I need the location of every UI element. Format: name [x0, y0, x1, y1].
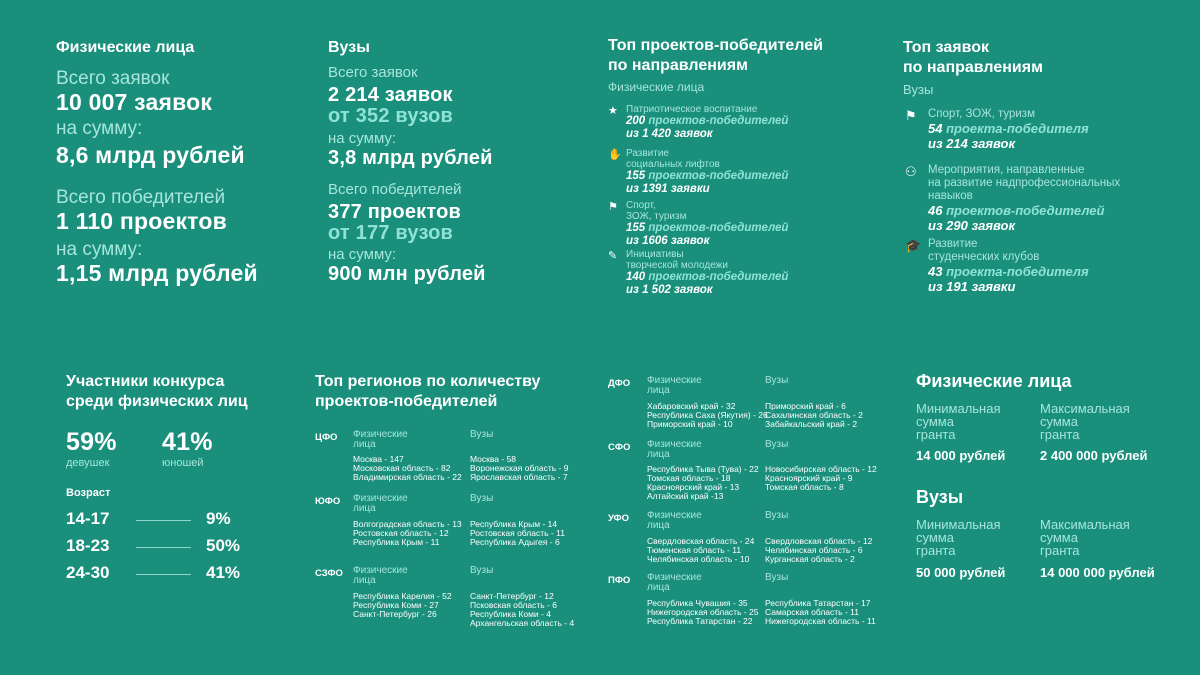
individuals-winners-label: Всего победителей — [56, 187, 226, 208]
region-list-universities: Республика Крым - 14 Ростовская область - 11 Республика Адыгея - 6 — [470, 519, 565, 547]
star-icon: ★ — [608, 105, 618, 117]
top-projects-title: Топ проектов-победителей по направлениям — [608, 37, 823, 74]
age-row: 14-17 9% — [66, 509, 231, 528]
universities-from-count: от 352 вузов — [328, 105, 454, 127]
column-individuals: Физические лица — [647, 375, 702, 396]
universities-winners-sum-label: на сумму: — [328, 246, 397, 263]
region-list-individuals: Москва - 147 Московская область - 82 Владимирская область - 22 — [353, 454, 462, 482]
universities-title: Вузы — [328, 39, 370, 56]
region-list-individuals: Хабаровский край - 32 Республика Саха (Якутия) - 26 Приморский край - 10 — [647, 401, 768, 429]
universities-total-apps-label: Всего заявок — [328, 64, 418, 81]
universities-sum: 3,8 млрд рублей — [328, 147, 493, 169]
column-universities: Вузы — [765, 572, 789, 583]
grants-universities-title: Вузы — [916, 487, 964, 507]
direction-item: 🎓 Развитие студенческих клубов 43 проекта-победителя из 191 заявки — [905, 238, 1089, 294]
column-universities: Вузы — [765, 510, 789, 521]
column-individuals: Физические лица — [353, 493, 408, 514]
universities-winners-from: от 177 вузов — [328, 222, 454, 244]
individuals-winners: 1 110 проектов — [56, 208, 227, 234]
top-project-item: ★ Патриотическое воспитание 200 проектов-победителей из 1 420 заявок — [608, 104, 789, 140]
boys-percent: 41% — [162, 428, 213, 456]
grants-min-label: Минимальная сумма гранта — [916, 517, 1001, 558]
universities-total-apps: 2 214 заявок — [328, 84, 453, 106]
people-icon: ⚇ — [905, 164, 917, 179]
region-list-individuals: Республика Чувашия - 35 Нижегородская область - 25 Республика Татарстан - 22 — [647, 598, 759, 626]
region-list-universities: Свердловская область - 12 Челябинская область - 6 Курганская область - 2 — [765, 536, 873, 564]
top-directions-subtitle: Вузы — [903, 82, 934, 97]
region-list-individuals: Республика Карелия - 52 Республика Коми - 27 Санкт-Петербург - 26 — [353, 591, 452, 619]
column-individuals: Физические лица — [647, 439, 702, 460]
grants-individuals-max: 2 400 000 рублей — [1040, 448, 1148, 463]
grants-universities-min: 50 000 рублей — [916, 565, 1006, 580]
universities-winners-label: Всего победителей — [328, 181, 462, 198]
column-universities: Вузы — [470, 565, 494, 576]
region-code: ЦФО — [315, 432, 338, 443]
top-directions-title: Топ заявок по направлениям — [903, 39, 1043, 76]
region-list-individuals: Волгоградская область - 13 Ростовская область - 12 Республика Крым - 11 — [353, 519, 462, 547]
grants-individuals-title: Физические лица — [916, 371, 1072, 391]
age-row: 18-23 50% — [66, 536, 241, 555]
column-universities: Вузы — [470, 493, 494, 504]
individuals-total-apps-label: Всего заявок — [56, 68, 170, 89]
grants-min-label: Минимальная сумма гранта — [916, 401, 1001, 442]
individuals-title: Физические лица — [56, 39, 195, 56]
regions-title: Топ регионов по количеству проектов-победителей — [315, 373, 541, 410]
region-list-universities: Москва - 58 Воронежская область - 9 Ярославская область - 7 — [470, 454, 569, 482]
column-individuals: Физические лица — [353, 565, 408, 586]
column-universities: Вузы — [765, 439, 789, 450]
pen-icon: ✎ — [608, 250, 618, 262]
individuals-winners-sum: 1,15 млрд рублей — [56, 260, 258, 286]
region-code: УФО — [608, 513, 630, 524]
girls-label: девушек — [66, 457, 110, 469]
grants-max-label: Максимальная сумма гранта — [1040, 517, 1130, 558]
column-individuals: Физические лица — [647, 510, 702, 531]
region-list-individuals: Республика Тыва (Тува) - 22 Томская область - 18 Красноярский край - 13 Алтайский край -13 — [647, 464, 759, 501]
age-title: Возраст — [66, 487, 111, 499]
grants-max-label: Максимальная сумма гранта — [1040, 401, 1130, 442]
region-code: ЮФО — [315, 496, 341, 507]
region-code: ПФО — [608, 575, 631, 586]
individuals-sum-label: на сумму: — [56, 118, 143, 139]
region-list-universities: Новосибирская область - 12 Красноярский край - 9 Томская область - 8 — [765, 464, 877, 492]
region-list-individuals: Свердловская область - 24 Тюменская область - 11 Челябинская область - 10 — [647, 536, 755, 564]
top-project-item: ✎ Инициативы творческой молодежи 140 проектов-победителей из 1 502 заявок — [608, 249, 789, 296]
age-row: 24-30 41% — [66, 563, 241, 582]
runner-icon: ⚑ — [905, 108, 917, 123]
column-universities: Вузы — [765, 375, 789, 386]
individuals-sum: 8,6 млрд рублей — [56, 142, 245, 168]
column-individuals: Физические лица — [647, 572, 702, 593]
direction-item: ⚑ Спорт, ЗОЖ, туризм 54 проекта-победителя из 214 заявок — [905, 108, 1089, 151]
participants-title: Участники конкурса среди физических лиц — [66, 373, 248, 410]
grants-individuals-min: 14 000 рублей — [916, 448, 1006, 463]
region-code: ДФО — [608, 378, 631, 389]
region-list-universities: Санкт-Петербург - 12 Псковская область - 6 Республика Коми - 4 Архангельская область - 4 — [470, 591, 575, 628]
top-projects-subtitle: Физические лица — [608, 80, 705, 94]
graduation-cap-icon: 🎓 — [905, 238, 922, 253]
top-project-item: ⚑ Спорт, ЗОЖ, туризм 155 проектов-победителей из 1606 заявок — [608, 200, 789, 247]
column-individuals: Физические лица — [353, 429, 408, 450]
direction-item: ⚇ Мероприятия, направленные на развитие надпрофессиональных навыков 46 проектов-победителей из 290 заявок — [905, 164, 1121, 233]
region-code: СФО — [608, 442, 631, 453]
individuals-total-apps: 10 007 заявок — [56, 89, 213, 115]
hand-icon: ✋ — [608, 149, 622, 161]
region-list-universities: Приморский край - 6 Сахалинская область - 2 Забайкальский край - 2 — [765, 401, 863, 429]
universities-winners: 377 проектов — [328, 201, 462, 223]
universities-sum-label: на сумму: — [328, 130, 397, 147]
region-list-universities: Республика Татарстан - 17 Самарская область - 11 Нижегородская область - 11 — [765, 598, 876, 626]
top-project-item: ✋ Развитие социальных лифтов 155 проектов-победителей из 1391 заявки — [608, 148, 789, 195]
universities-winners-sum: 900 млн рублей — [328, 263, 486, 285]
individuals-winners-sum-label: на сумму: — [56, 239, 143, 260]
girls-percent: 59% — [66, 428, 117, 456]
boys-label: юношей — [162, 457, 204, 469]
grants-universities-max: 14 000 000 рублей — [1040, 565, 1155, 580]
region-code: СЗФО — [315, 568, 343, 579]
runner-icon: ⚑ — [608, 201, 618, 213]
column-universities: Вузы — [470, 429, 494, 440]
